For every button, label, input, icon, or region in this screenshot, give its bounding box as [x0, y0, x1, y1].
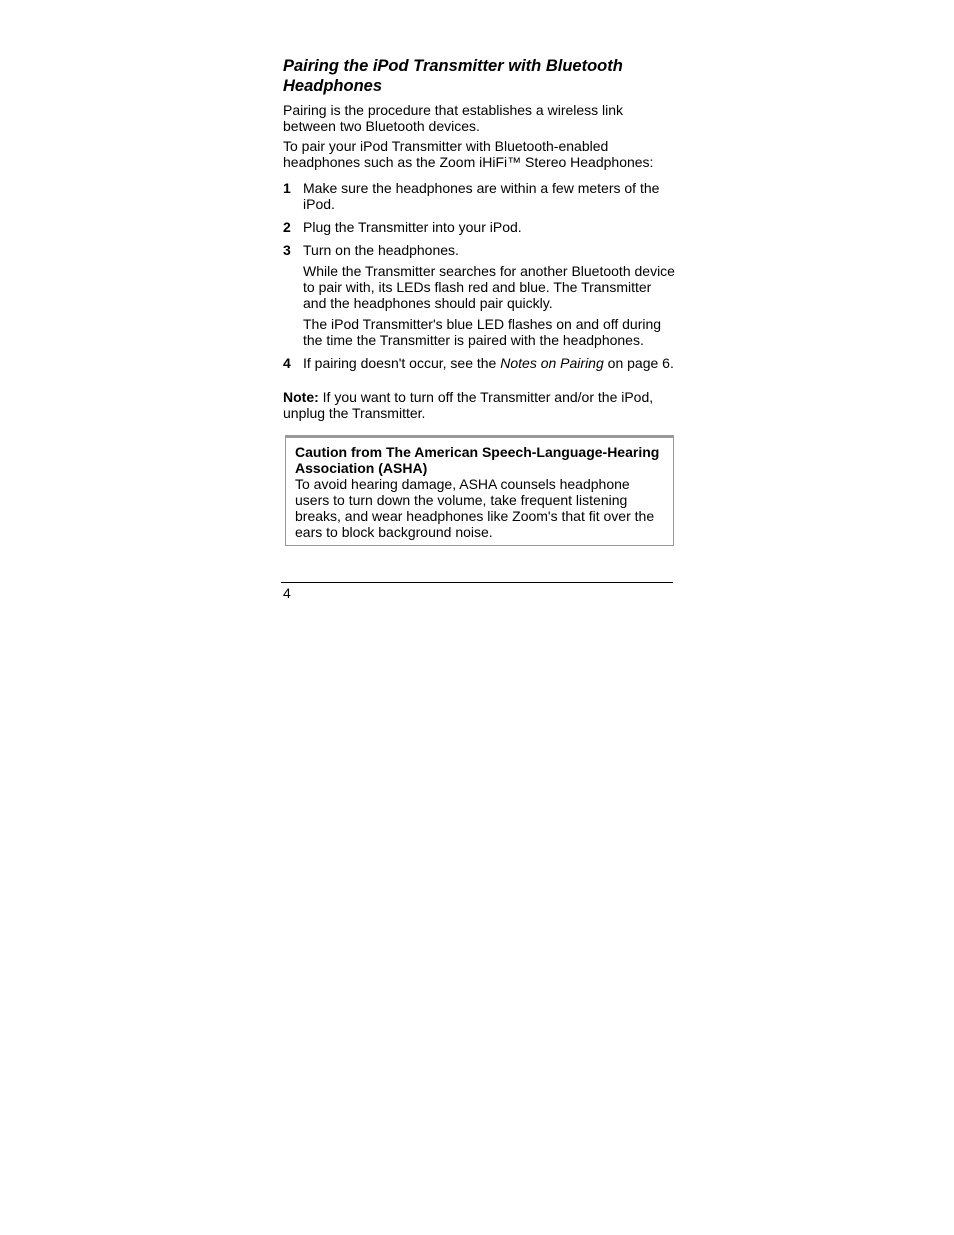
step-number: 4	[283, 355, 291, 371]
step-text: Make sure the headphones are within a few meters of the iPod.	[303, 180, 660, 212]
step-number: 1	[283, 180, 291, 196]
note-paragraph	[283, 389, 675, 421]
intro-paragraph: Pairing is the procedure that establishes a wireless link between two Bluetooth devices.	[283, 102, 624, 134]
step-text-before: If pairing doesn't occur, see the	[303, 355, 497, 371]
step-item	[283, 242, 675, 348]
step-text	[303, 355, 675, 371]
step-detail: While the Transmitter searches for another Bluetooth device to pair with, its LEDs flash red and blue. The Transmitter and the headphones should pair quickly.	[303, 263, 675, 311]
step-number: 3	[283, 242, 291, 258]
step-item	[283, 355, 675, 371]
steps-list	[283, 180, 675, 371]
cross-reference: Notes on Pairing	[500, 355, 604, 371]
caution-box	[285, 435, 674, 546]
caution-body: To avoid hearing damage, ASHA counsels headphone users to turn down the volume, take frequent listening breaks, and wear headphones like Zoom's that fit over the ears to block background noise.	[295, 476, 655, 540]
page-number: 4	[283, 585, 291, 601]
step-item	[283, 180, 675, 212]
section-heading: Pairing the iPod Transmitter with Bluetooth Headphones	[283, 57, 623, 95]
step-text-after: on page 6.	[607, 355, 674, 371]
step-detail: The iPod Transmitter's blue LED flashes on and off during the time the Transmitter is paired with the headphones.	[303, 316, 662, 348]
step-text: Turn on the headphones.	[303, 242, 459, 258]
note-text: If you want to turn off the Transmitter and/or the iPod, unplug the Transmitter.	[283, 389, 654, 421]
note-label: Note:	[283, 389, 319, 405]
footer-divider	[281, 582, 673, 583]
page-content	[283, 56, 675, 546]
step-number: 2	[283, 219, 291, 235]
step-text: Plug the Transmitter into your iPod.	[303, 219, 522, 235]
caution-title: Caution from The American Speech-Language-Hearing Association (ASHA)	[295, 444, 660, 476]
step-item	[283, 219, 675, 235]
intro-paragraph: To pair your iPod Transmitter with Bluetooth-enabled headphones such as the Zoom iHiFi™ Stereo Headphones:	[283, 138, 654, 170]
